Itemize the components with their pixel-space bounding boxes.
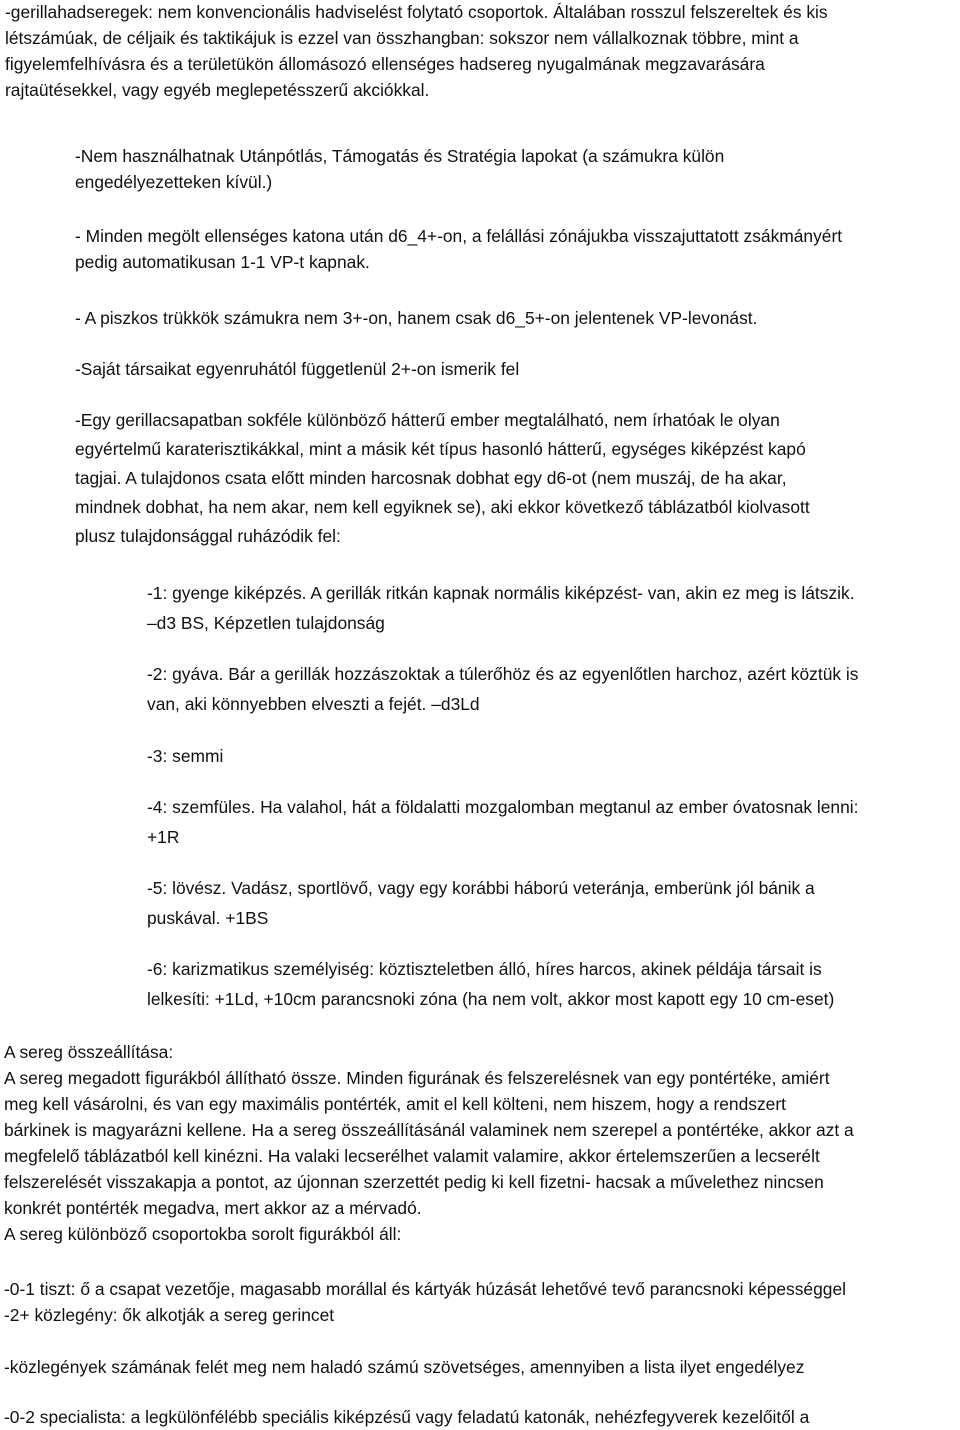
text-line: -3: semmi <box>147 746 224 766</box>
text-line: plusz tulajdonsággal ruházódik fel: <box>75 526 341 546</box>
text-line: tagjai. A tulajdonos csata előtt minden harcosnak dobhat egy d6-ot (nem muszáj, de ha akar, <box>75 468 787 488</box>
rule-kill-vp <box>75 223 842 275</box>
trait-row-6 <box>147 956 834 1012</box>
text-line: lelkesíti: +1Ld, +10cm parancsnoki zóna (ha nem volt, akkor most kapott egy 10 cm-eset) <box>147 989 835 1009</box>
text-line: konkrét pontérték megadva, mert akkor az a mérvadó. <box>4 1198 422 1218</box>
intro-paragraph <box>5 0 828 103</box>
group-officer-and-privates <box>4 1276 846 1328</box>
text-line: -Saját társaikat egyenruhától függetlenül 2+-on ismerik fel <box>75 359 520 379</box>
text-line: puskával. +1BS <box>147 908 269 928</box>
group-specialists <box>4 1404 809 1430</box>
rule-recognize-allies <box>75 356 519 382</box>
text-line: van, aki könnyebben elveszti a fejét. –d3Ld <box>147 694 480 714</box>
text-line: -4: szemfüles. Ha valahol, hát a földalatti mozgalomban megtanul az ember óvatosnak lenni: <box>147 797 859 817</box>
text-line: -6: karizmatikus személyiség: köztiszteletben álló, híres harcos, akinek példája társait is <box>147 959 822 979</box>
group-allies <box>4 1354 804 1380</box>
text-line: megfelelő táblázatból kell kinézni. Ha valaki lecserélhet valamit valamire, akkor értelemszerűen a lecserélt <box>4 1146 820 1166</box>
text-line: +1R <box>147 827 180 847</box>
text-line: -5: lövész. Vadász, sportlövő, vagy egy korábbi háború veteránja, emberünk jól bánik a <box>147 878 815 898</box>
text-line: - Minden megölt ellenséges katona után d6_4+-on, a felállási zónájukba visszajuttatott zsákmányért <box>75 226 843 246</box>
text-line: mindnek dobhat, ha nem akar, nem kell egyiknek se), aki ekkor következő táblázatból kiolvasott <box>75 497 810 517</box>
text-line: létszámúak, de céljaik és taktikájuk is ezzel van összhangban: sokszor nem vállalkoznak többre, mint a <box>5 28 799 48</box>
text-line: pedig automatikusan 1-1 VP-t kapnak. <box>75 252 370 272</box>
trait-row-1 <box>147 580 855 636</box>
list-item: -2+ közlegény: ők alkotják a sereg gerincet <box>4 1305 335 1325</box>
text-line: –d3 BS, Képzetlen tulajdonság <box>147 613 385 633</box>
text-line: -2: gyáva. Bár a gerillák hozzászoktak a túlerőhöz és az egyenlőtlen harchoz, azért köztük is <box>147 664 859 684</box>
text-line: -1: gyenge kiképzés. A gerillák ritkán kapnak normális kiképzést- van, akin ez meg is látszik. <box>147 583 855 603</box>
list-item: -0-1 tiszt: ő a csapat vezetője, magasabb morállal és kártyák húzását lehetővé tevő parancsnoki képességgel <box>4 1279 846 1299</box>
text-line: felszerelését visszakapja a pontot, az újonnan szerzettét pedig ki kell fizetni- hacsak a művelethez nincsen <box>4 1172 824 1192</box>
section-heading: A sereg összeállítása: <box>4 1042 174 1062</box>
army-composition-section <box>4 1039 854 1247</box>
trait-row-4 <box>147 794 858 850</box>
text-line: A sereg különböző csoportokba sorolt figurákból áll: <box>4 1224 402 1244</box>
text-line: -Egy gerillacsapatban sokféle különböző hátterű ember megtalálható, nem írhatóak le olyan <box>75 410 780 430</box>
text-line: A sereg megadott figurákból állítható össze. Minden figurának és felszerelésnek van egy pontértéke, amiért <box>4 1068 830 1088</box>
rule-random-traits <box>75 407 810 552</box>
text-line: - A piszkos trükkök számukra nem 3+-on, hanem csak d6_5+-on jelentenek VP-levonást. <box>75 308 758 328</box>
text-line: figyelemfelhívásra és a területükön állomásozó ellenséges hadsereg nyugalmának megzavarására <box>5 54 765 74</box>
trait-row-3 <box>147 743 223 769</box>
text-line: -Nem használhatnak Utánpótlás, Támogatás és Stratégia lapokat (a számukra külön <box>75 146 725 166</box>
text-line: egyértelmű karaterisztikákkal, mint a másik két típus hasonló hátterű, egységes kiképzést kapó <box>75 439 806 459</box>
list-item: -0-2 specialista: a legkülönfélébb speciális kiképzésű vagy feladatú katonák, nehézfegyverek kezelőitől a <box>4 1407 810 1427</box>
rule-no-support-cards <box>75 143 724 195</box>
text-line: engedélyezetteken kívül.) <box>75 172 273 192</box>
trait-row-2 <box>147 661 858 717</box>
list-item: -közlegények számának felét meg nem haladó számú szövetséges, amennyiben a lista ilyet engedélyez <box>4 1357 805 1377</box>
text-line: rajtaütésekkel, vagy egyéb meglepetésszerű akciókkal. <box>5 80 430 100</box>
text-line: -gerillahadseregek: nem konvencionális hadviselést folytató csoportok. Általában rosszul felszereltek és kis <box>5 2 828 22</box>
trait-row-5 <box>147 875 815 931</box>
rule-dirty-tricks <box>75 305 757 331</box>
text-line: bárkinek is magyarázni kellene. Ha a sereg összeállításánál valaminek nem szerepel a pontértéke, akkor azt a <box>4 1120 854 1140</box>
text-line: meg kell vásárolni, és van egy maximális pontérték, amit el kell költeni, nem hiszem, hogy a rendszert <box>4 1094 786 1114</box>
